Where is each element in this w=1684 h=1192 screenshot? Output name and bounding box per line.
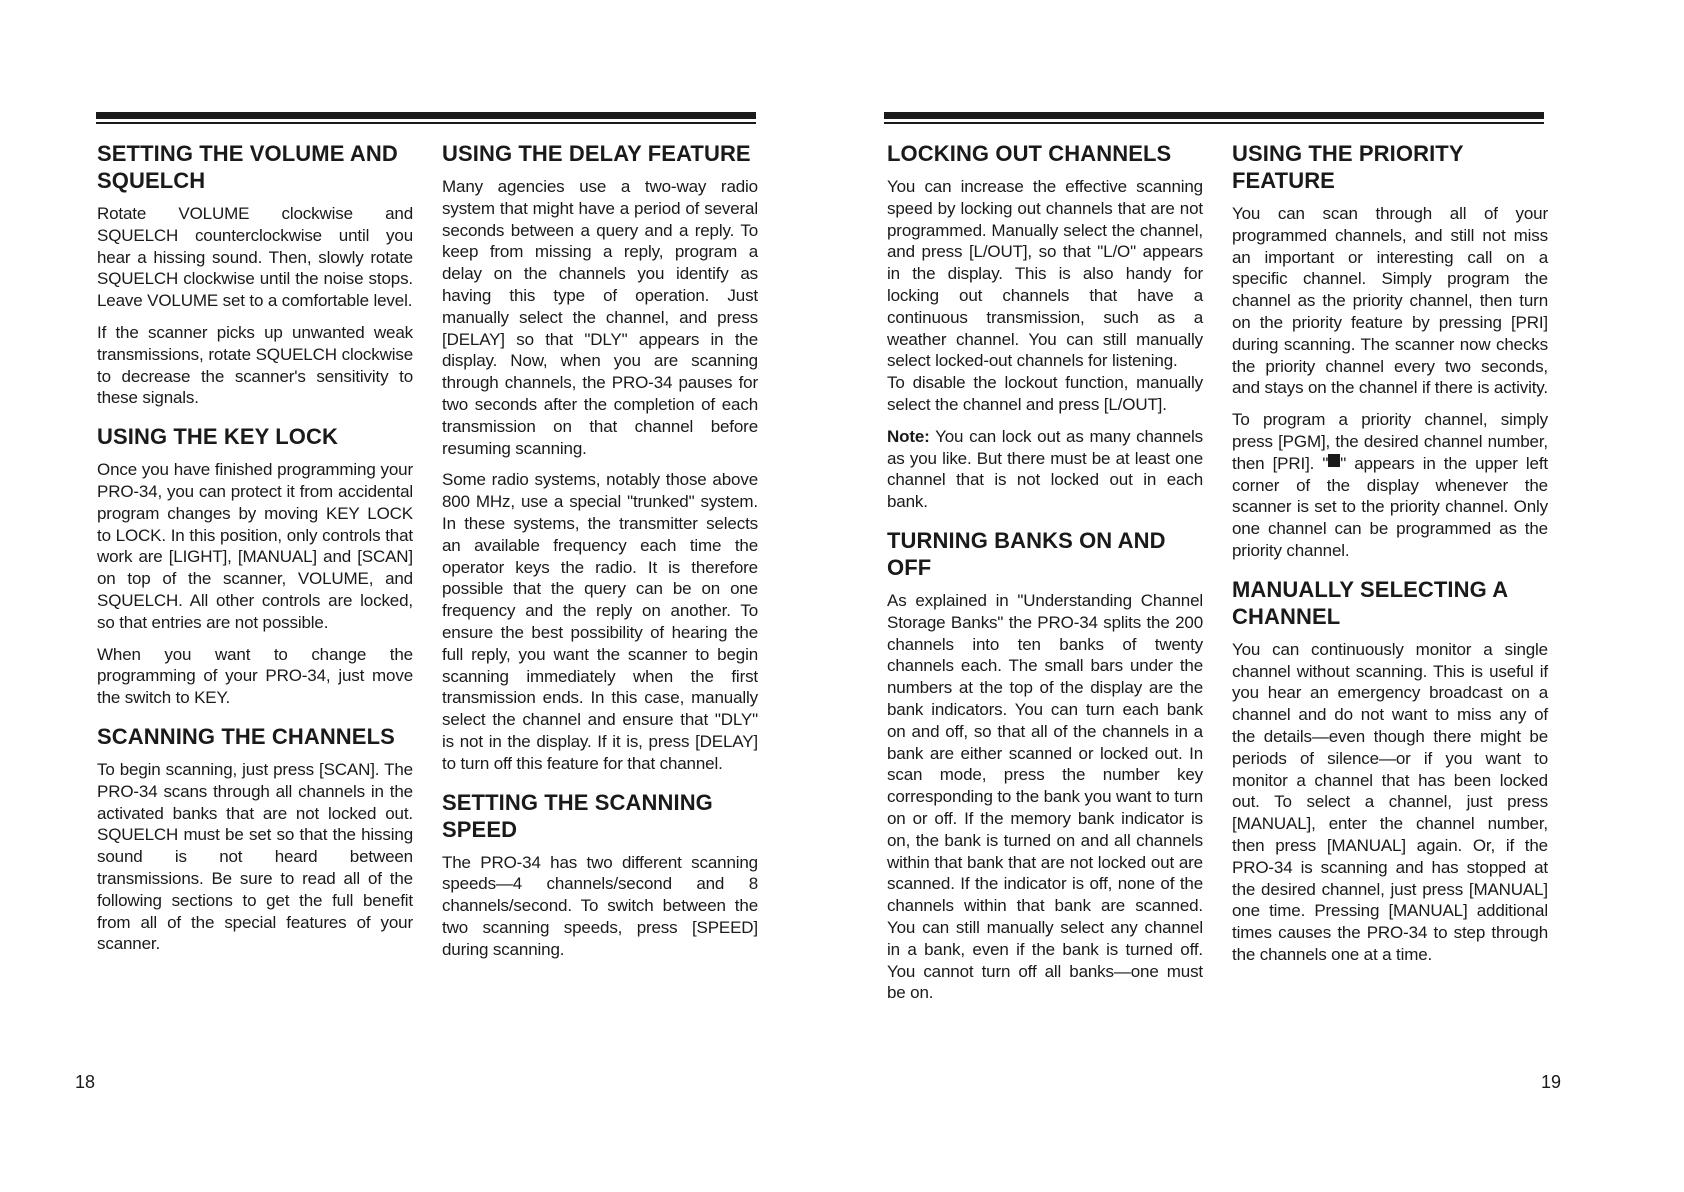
heading-manually-selecting: MANUALLY SELECTING A CHANNEL: [1232, 576, 1508, 629]
right-page-column-2: [1232, 140, 1548, 976]
page-number-left: 18: [75, 1072, 96, 1092]
text-segment: " appears in the upper left corner of the display whenever the scanner is set to the priority channel. Only one channel can be programmed as the priority channel.: [1232, 453, 1548, 560]
heading-scanning-channels: SCANNING THE CHANNELS: [97, 723, 395, 749]
paragraph: Once you have finished programming your PRO-34, you can protect it from accidental program changes by moving KEY LOCK to LOCK. In this position, only controls that work are [LIGHT], [MANUAL] and [SCAN] on top of the scanner, VOLUME, and SQUELCH. All other controls are locked, so that entries are not possible.: [97, 460, 413, 632]
heading-priority-feature: USING THE PRIORITY FEATURE: [1232, 141, 1464, 193]
paragraph: You can scan through all of your programmed channels, and still not miss an important or interesting call on a specific channel. Simply program the channel as the priority channel, then turn on the priority feature by pressing [PRI] during scanning. The scanner now checks the priority channel every two seconds, and stays on the channel if there is activity.: [1232, 204, 1548, 398]
paragraph: Rotate VOLUME clockwise and SQUELCH counterclockwise until you hear a hissing sound. Then, slowly rotate SQUELCH clockwise until the noise stops. Leave VOLUME set to a comfortable level.: [97, 204, 413, 311]
right-page-header-rule: [884, 112, 1544, 119]
page-number-right: 19: [1541, 1072, 1562, 1092]
note-label: Note:: [887, 426, 930, 446]
priority-icon: [1328, 454, 1340, 467]
left-page-column-2: [442, 140, 758, 971]
heading-key-lock: USING THE KEY LOCK: [97, 424, 338, 450]
heading-volume-squelch: SETTING THE VOLUME AND SQUELCH: [97, 141, 398, 193]
paragraph: You can continuously monitor a single channel without scanning. This is useful if you hear an emergency broadcast on a channel and do not want to miss any of the details—even though there might be periods of silence—or if you want to monitor a channel that has been locked out. To select a channel, just press [MANUAL], enter the channel number, then press [MANUAL] again. Or, if the PRO-34 is scanning and has stopped at the desired channel, just press [MANUAL] one time. Pressing [MANUAL] additional times causes the PRO-34 to step through the channels one at a time.: [1232, 639, 1548, 964]
note-text: You can lock out as many channels as you like. But there must be at least one channel that is not locked out in each bank.: [887, 426, 1203, 512]
heading-turning-banks: TURNING BANKS ON AND OFF: [887, 527, 1166, 580]
paragraph: When you want to change the programming of your PRO-34, just move the switch to KEY.: [97, 644, 413, 708]
left-page-header-rule: [96, 112, 756, 119]
paragraph: Some radio systems, notably those above 800 MHz, use a special "trunked" system. In these systems, the transmitter selects an available frequency each time the operator keys the radio. It is therefore possible that the query can be on one frequency and the reply on another. To ensure the best possibility of hearing the full reply, you want the scanner to begin scanning immediately when the first transmission ends. In this case, manually select the channel and ensure that "DLY" is not in the display. If it is, press [DELAY] to turn off this feature for that channel.: [442, 470, 758, 773]
paragraph: To begin scanning, just press [SCAN]. The PRO-34 scans through all channels in the activated banks that are not locked out. SQUELCH must be set so that the hissing sound is not heard between transmissions. Be sure to read all of the following sections to get the full benefit from all of the special features of your scanner.: [97, 759, 413, 954]
heading-scanning-speed: SETTING THE SCANNING SPEED: [442, 789, 713, 842]
paragraph: The PRO-34 has two different scanning speeds—4 channels/second and 8 channels/second. To switch between the two scanning speeds, press [SPEED] during scanning.: [442, 852, 758, 959]
paragraph: [1232, 409, 1548, 562]
paragraph: To disable the lockout function, manually select the channel and press [L/OUT].: [887, 373, 1203, 414]
heading-locking-out-channels: LOCKING OUT CHANNELS: [887, 141, 1172, 166]
right-page-column-1: [887, 140, 1203, 1014]
note-paragraph: [887, 426, 1203, 513]
paragraph: Many agencies use a two-way radio system that might have a period of several seconds between a query and a reply. To keep from missing a reply, program a delay on the channels you identify as having this type of operation. Just manually select the channel, and press [DELAY] so that "DLY" appears in the display. Now, when you are scanning through channels, the PRO-34 pauses for two seconds after the completion of each transmission on that channel before resuming scanning.: [442, 177, 758, 458]
paragraph: As explained in "Understanding Channel Storage Banks" the PRO-34 splits the 200 channels into ten banks of twenty channels each. The small bars under the numbers at the top of the display are the bank indicators. You can turn each bank on and off, so that all of the channels in a bank are either scanned or locked out. In scan mode, press the number key corresponding to the bank you want to turn on or off. If the memory bank indicator is on, the bank is turned on and all channels within that bank that are not locked out are scanned. If the indicator is off, none of the channels within that bank are scanned. You can still manually select any channel in a bank, even if the bank is turned off. You cannot turn off all banks—one must be on.: [887, 590, 1203, 1003]
text-segment: To program a priority channel, simply press [PGM], the desired channel number, then [PRI]. ": [1232, 410, 1548, 473]
paragraph: If the scanner picks up unwanted weak transmissions, rotate SQUELCH clockwise to decrease the scanner's sensitivity to these signals.: [97, 322, 413, 408]
paragraph: You can increase the effective scanning speed by locking out channels that are not programmed. Manually select the channel, and press [L/OUT], so that "L/O" appears in the display. This is also handy for locking out channels that have a continuous transmission, such as a weather channel. You can still manually select locked-out channels for listening.: [887, 177, 1203, 371]
heading-delay-feature: USING THE DELAY FEATURE: [442, 141, 751, 166]
left-page-column-1: [97, 140, 413, 965]
